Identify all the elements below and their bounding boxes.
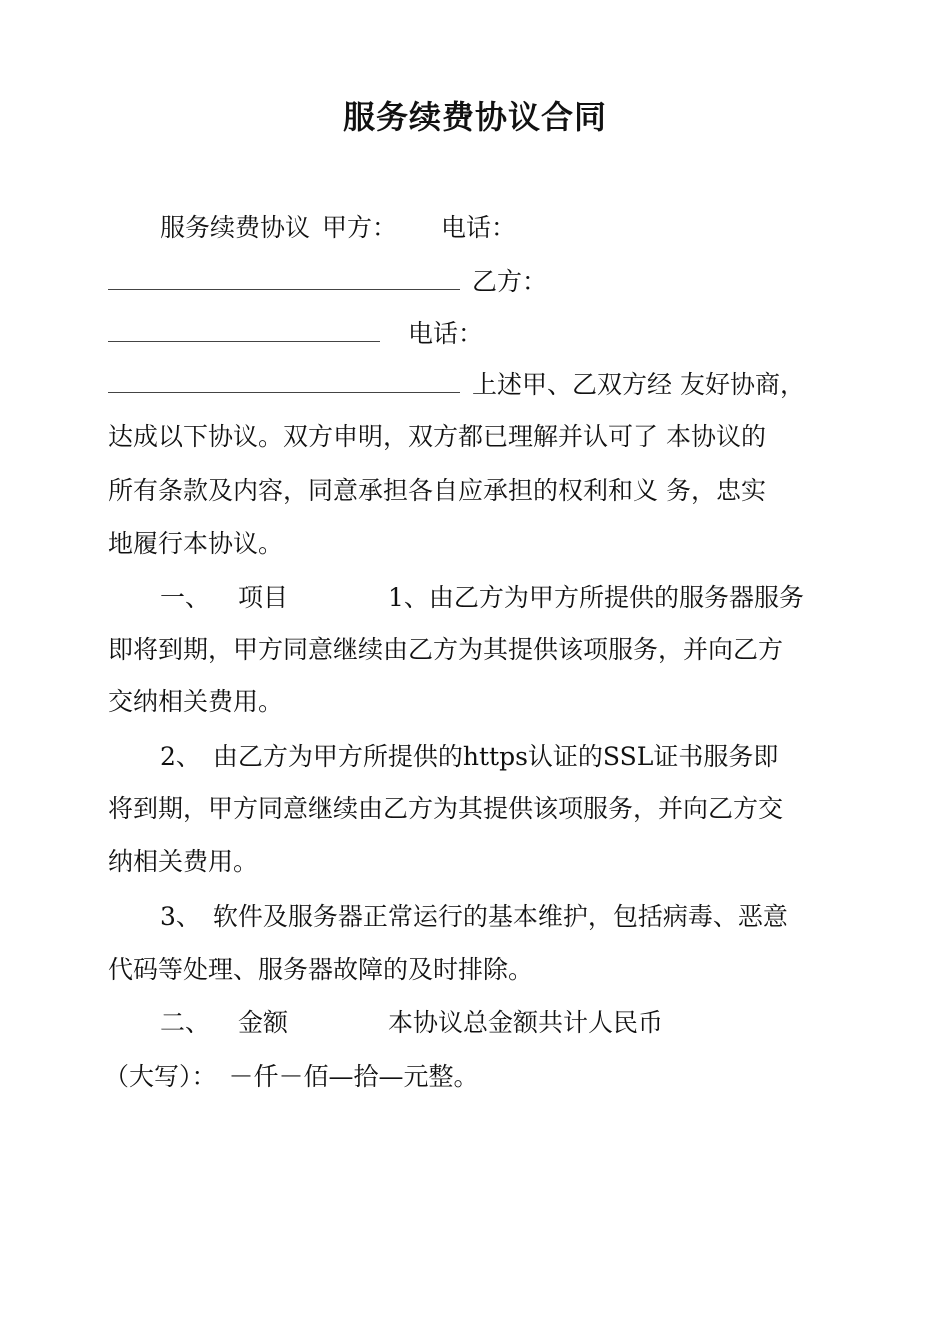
intro-line-3 [108, 317, 483, 350]
party-b-name-blank [108, 317, 380, 342]
item-2-text: 由乙方为甲方所提供的https认证的SSL证书服务即 [212, 742, 779, 771]
party-b-phone-blank [108, 368, 460, 393]
capital-value: －仟－佰—拾—元整。 [228, 1062, 479, 1091]
section-1-heading-line [160, 582, 804, 614]
item-3-text: 软件及服务器正常运行的基本维护，包括病毒、恶意 [212, 902, 788, 931]
intro-line-1 [160, 212, 516, 244]
item-2-line-3: 纳相关费用。 [108, 847, 259, 876]
amount-capital-line [104, 1061, 479, 1093]
item-2-line-2: 将到期，甲方同意继续由乙方为其提供该项服务，并向乙方交 [108, 794, 784, 823]
item-2-number: 2、 [160, 742, 201, 771]
item-1-line-2: 即将到期，甲方同意继续由乙方为其提供该项服务，并向乙方 [108, 635, 784, 664]
intro-consult-text: 上述甲、乙双方经 友好协商， [472, 370, 805, 399]
item-3-line-2: 代码等处理、服务器故障的及时排除。 [108, 955, 534, 984]
section-1-heading: 项目 [238, 583, 289, 612]
item-1-text: 1、由乙方为甲方所提供的服务器服务 [388, 583, 804, 612]
document-title: 服务续费协议合同 [342, 98, 607, 136]
item-1-line-3: 交纳相关费用。 [108, 687, 284, 716]
phone-label-a: 电话： [441, 213, 517, 242]
party-b-label: 乙方： [472, 267, 548, 296]
agreement-label: 服务续费协议 [160, 213, 311, 242]
party-a-phone-blank [108, 265, 460, 290]
intro-line-5: 达成以下协议。双方申明，双方都已理解并认可了 本协议的 [108, 422, 766, 451]
section-2-heading-line [160, 1007, 663, 1039]
capital-label: （大写）： [104, 1062, 217, 1091]
item-2-line-1 [160, 741, 778, 773]
intro-line-2 [108, 265, 547, 298]
party-a-label: 甲方： [322, 213, 398, 242]
amount-text: 本协议总金额共计人民币 [388, 1008, 664, 1037]
item-3-number: 3、 [160, 902, 201, 931]
intro-line-7: 地履行本协议。 [108, 529, 284, 558]
intro-line-6: 所有条款及内容，同意承担各自应承担的权利和义 务，忠实 [108, 476, 766, 505]
intro-line-4 [108, 368, 805, 401]
section-2-heading: 金额 [238, 1008, 289, 1037]
phone-label-b: 电话： [408, 319, 484, 348]
item-3-line-1 [160, 901, 788, 933]
section-2-number: 二、 [160, 1008, 211, 1037]
section-1-number: 一、 [160, 583, 211, 612]
